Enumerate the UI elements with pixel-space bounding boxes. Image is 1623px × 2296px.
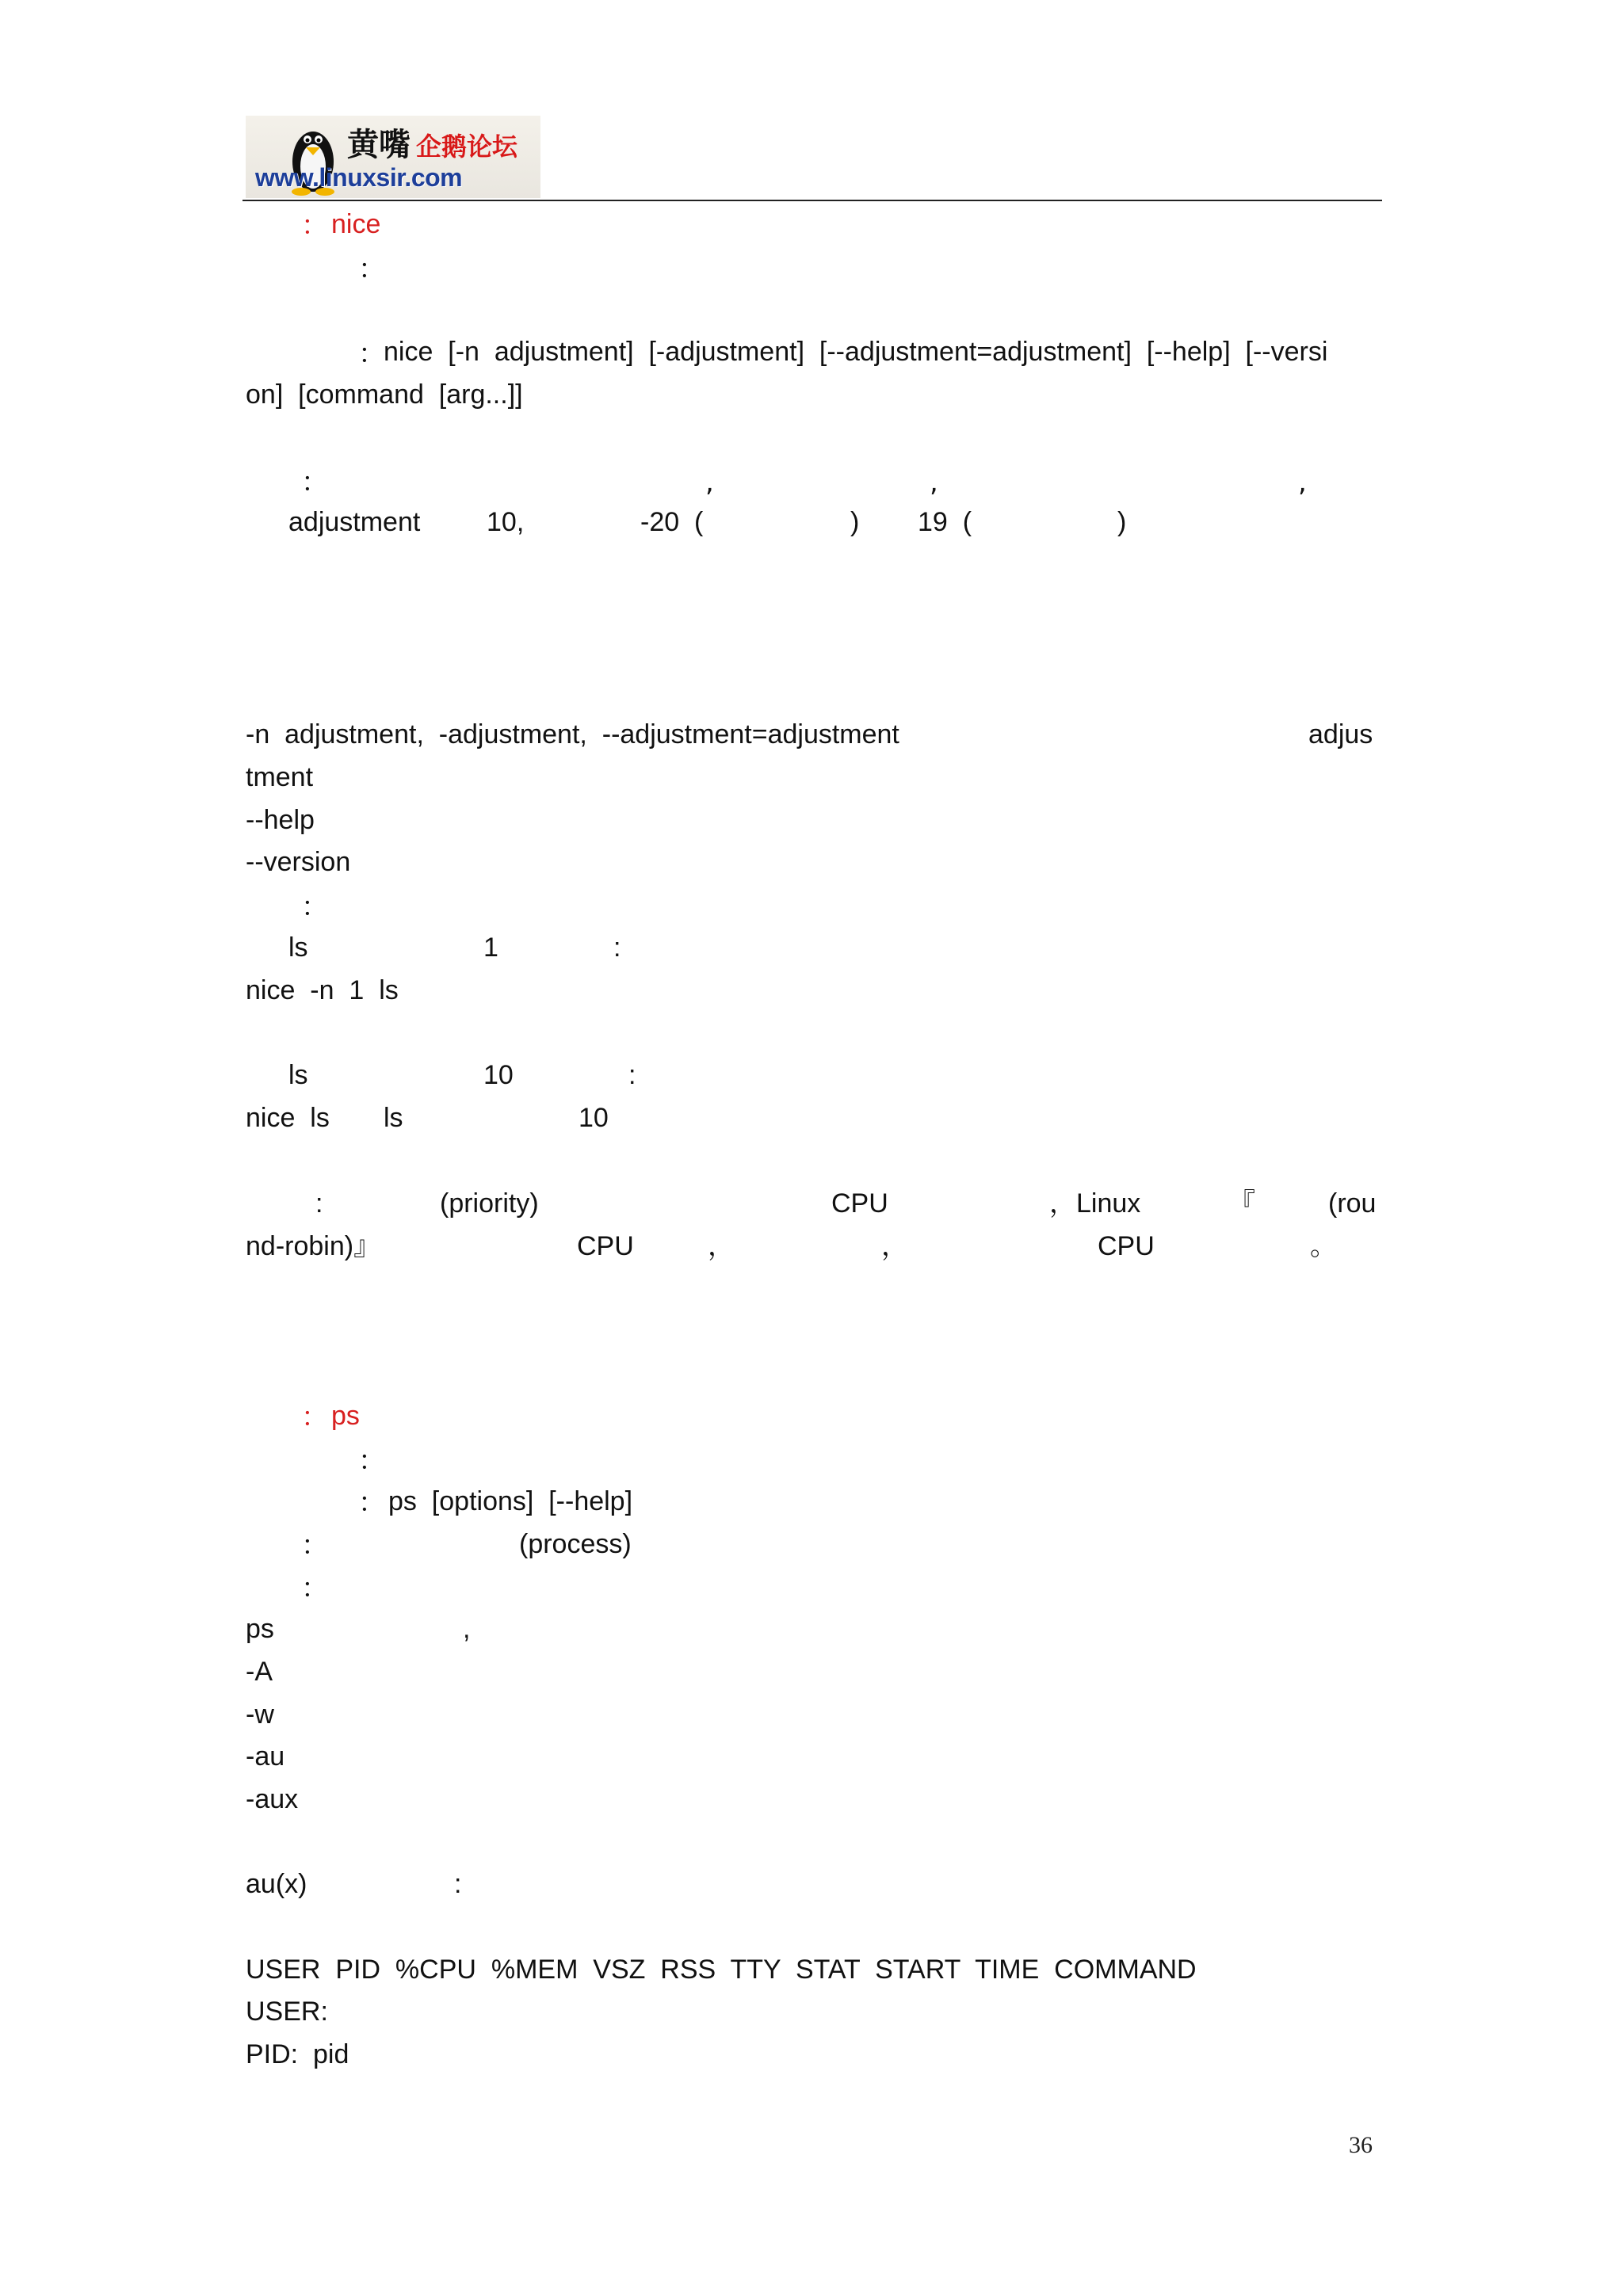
svg-text:黄嘴: 黄嘴 [347,127,411,163]
nice-ex1-cmd: nice -n 1 ls [246,975,399,1005]
nice-desc-comma-2: , [930,467,938,498]
nice-note-bracket: 『 [1228,1188,1255,1219]
ps-title: ps [331,1401,360,1431]
ps-syntax: ps [options] [--help] [388,1486,633,1516]
nice-ex2-num2: 10 [579,1103,609,1133]
nice-usage-colon: ： [358,254,385,285]
ps-syntax-colon: ： [358,1487,385,1519]
nice-opt-help: --help [246,805,315,835]
nice-ex2-num: 10 [483,1060,514,1090]
nice-note-cpu-2: CPU [577,1231,634,1261]
nice-note-cpu-3: CPU [1098,1231,1155,1261]
nice-desc-10: 10, [487,507,525,537]
nice-ex1-num: 1 [483,933,498,963]
ps-columns: USER PID %CPU %MEM VSZ RSS TTY STAT START TIME COMMAND [246,1955,1197,1985]
nice-note-comma-1: ， [708,1231,735,1261]
ps-title-colon: ： [301,1402,328,1433]
nice-desc-minus20: -20 ( [640,507,704,537]
nice-note-comma-2: ， [881,1231,908,1261]
ps-opt-A: -A [246,1657,273,1687]
forum-logo [246,116,540,198]
nice-ex2-colon: : [628,1060,636,1090]
nice-note-priority: (priority) [440,1188,539,1219]
ps-desc-colon: ： [301,1530,328,1562]
ps-aux-colon: : [454,1869,462,1899]
ps-opt-aux: -aux [246,1784,299,1814]
svg-text:企鹅论坛: 企鹅论坛 [416,132,518,162]
nice-note-linux: ，Linux [1049,1188,1141,1219]
logo-url-text: www.linuxsir.com [255,163,463,192]
nice-ex2-cmd: nice ls [246,1103,330,1133]
nice-ex2-ls: ls [288,1060,308,1090]
nice-desc-comma-3: , [1298,467,1307,498]
nice-desc-adjustment: adjustment [288,507,421,537]
nice-desc-colon: ： [301,467,328,498]
nice-ex2-ls2: ls [384,1103,403,1133]
nice-ex1-ls: ls [288,933,308,963]
header-divider [242,200,1382,201]
ps-desc: (process) [519,1529,632,1559]
nice-syntax: nice [-n adjustment] [-adjustment] [--adjustment=adjustment] [--help] [--versi [384,337,1328,367]
nice-example-colon: ： [301,891,328,923]
ps-params-colon: ： [301,1573,328,1604]
ps-pid-label: PID: pid [246,2039,349,2069]
nice-desc-close-2: ) [1117,507,1127,537]
page-number: 36 [1349,2132,1373,2158]
ps-opt-w: -w [246,1699,274,1730]
nice-opt-version: --version [246,847,351,877]
nice-syntax-colon: ： [358,338,385,370]
nice-title-colon: ： [301,210,328,242]
nice-note-cpu-1: CPU [831,1188,888,1219]
ps-comma: , [463,1614,471,1644]
nice-desc-19: 19 ( [918,507,972,537]
ps-line: ps [246,1614,274,1644]
nice-opt-n: -n adjustment, -adjustment, --adjustment=adjustment [246,719,899,749]
ps-aux-line: au(x) [246,1869,307,1899]
nice-syntax-cont: on] [command [arg...]] [246,379,523,410]
nice-desc-close-1: ) [850,507,860,537]
nice-desc-comma-1: , [705,467,714,498]
nice-note-colon: : [315,1188,323,1219]
nice-opt-n-right: adjus [1308,719,1373,749]
nice-opt-n-cont: tment [246,762,314,792]
ps-opt-au: -au [246,1741,285,1772]
nice-ex1-colon: : [613,933,621,963]
ps-user-label: USER: [246,1997,328,2027]
nice-note-period: 。 [1310,1231,1337,1261]
nice-title: nice [331,209,381,239]
nice-note-cont: nd-robin)』 [246,1231,381,1261]
ps-usage-colon: ： [358,1445,385,1477]
nice-note-rou: (rou [1328,1188,1377,1219]
